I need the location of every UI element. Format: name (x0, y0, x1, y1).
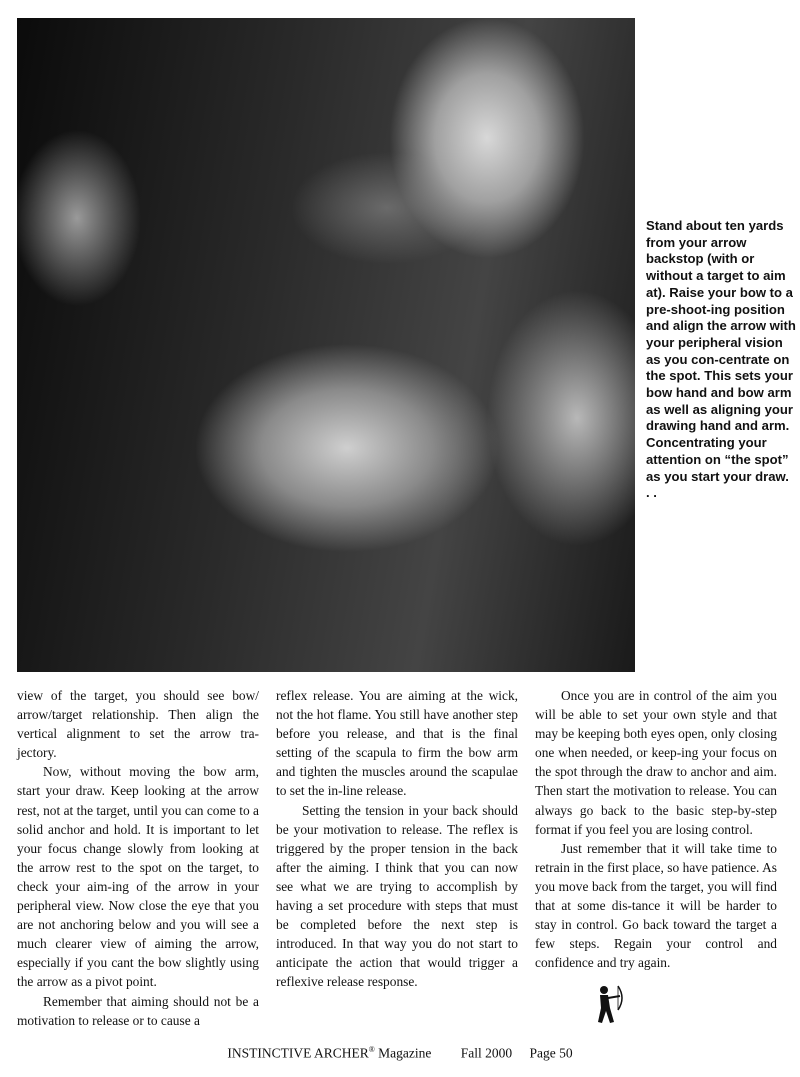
magazine-name: INSTINCTIVE ARCHER (227, 1045, 369, 1061)
paragraph: Setting the tension in your back should be your motivation to release. The reflex is triggered by the proper tension in the back after the aiming. I think that you can now see what we are trying to accomplish by having a set procedure with steps that must be completed before the next step is introduced. In that way you do not start to anticipate the action that would trigger a reflexive release response. (276, 802, 518, 990)
archer-end-mark-icon (590, 984, 626, 1026)
article-photo (17, 18, 635, 672)
paragraph: Now, without moving the bow arm, start your draw. Keep looking at the arrow rest, not at the target, until you can come to a solid anchor and hold. It is important to let your focus change slowly from looking at the arrow rest to the spot on the target, to check your aim-ing of the arrow in your peripheral view. Now close the eye that you are not anchoring below and you will see a much clearer view of aiming the arrow, especially if you cant the bow slightly using the arrow as a pivot point. (17, 764, 259, 990)
page-number: Page 50 (529, 1045, 573, 1061)
text-column-2 (276, 686, 518, 992)
registered-mark: ® (368, 1045, 375, 1054)
paragraph: Just remember that it will take time to retrain in the first place, so have patience. As you move back from the target, you will find that at some dis-tance it will be harder to stay in control. Go back toward the target a few steps. Regain your control and confidence and try again. (535, 840, 777, 971)
magazine-suffix: Magazine (378, 1045, 432, 1061)
paragraph: Once you are in control of the aim you will be able to set your own style and that may be keeping both eyes open, only closing one when needed, or keep-ing your focus on the spot through the draw to anchor and aim. Then start the motivation to release. You can always go back to the basic step-by-step format if you feel you are losing control. (535, 688, 777, 837)
paragraph: view of the target, you should see bow/ arrow/target relationship. Then align the vertical alignment to set the arrow tra-jectory. (17, 688, 259, 761)
text-column-1 (17, 686, 259, 1030)
paragraph: Remember that aiming should not be a motivation to release or to cause a (17, 993, 259, 1028)
text-column-3 (535, 686, 777, 972)
paragraph: reflex release. You are aiming at the wick, not the hot flame. You still have another step before you release, and that is the final setting of the scapula to firm the bow arm and tighten the muscles around the scapulae to set the in-line release. (276, 688, 518, 799)
page-footer (0, 1045, 800, 1062)
issue-date: Fall 2000 (460, 1045, 513, 1061)
photo-caption: Stand about ten yards from your arrow backstop (with or without a target to aim at). Raise your bow to a pre-shoot-ing position and align the arrow with your peripheral vision as you con-centrate on the spot. This sets your bow hand and bow arm as well as aligning your drawing hand and arm. Concentrating your attention on “the spot” as you start your draw. . . (646, 218, 796, 501)
